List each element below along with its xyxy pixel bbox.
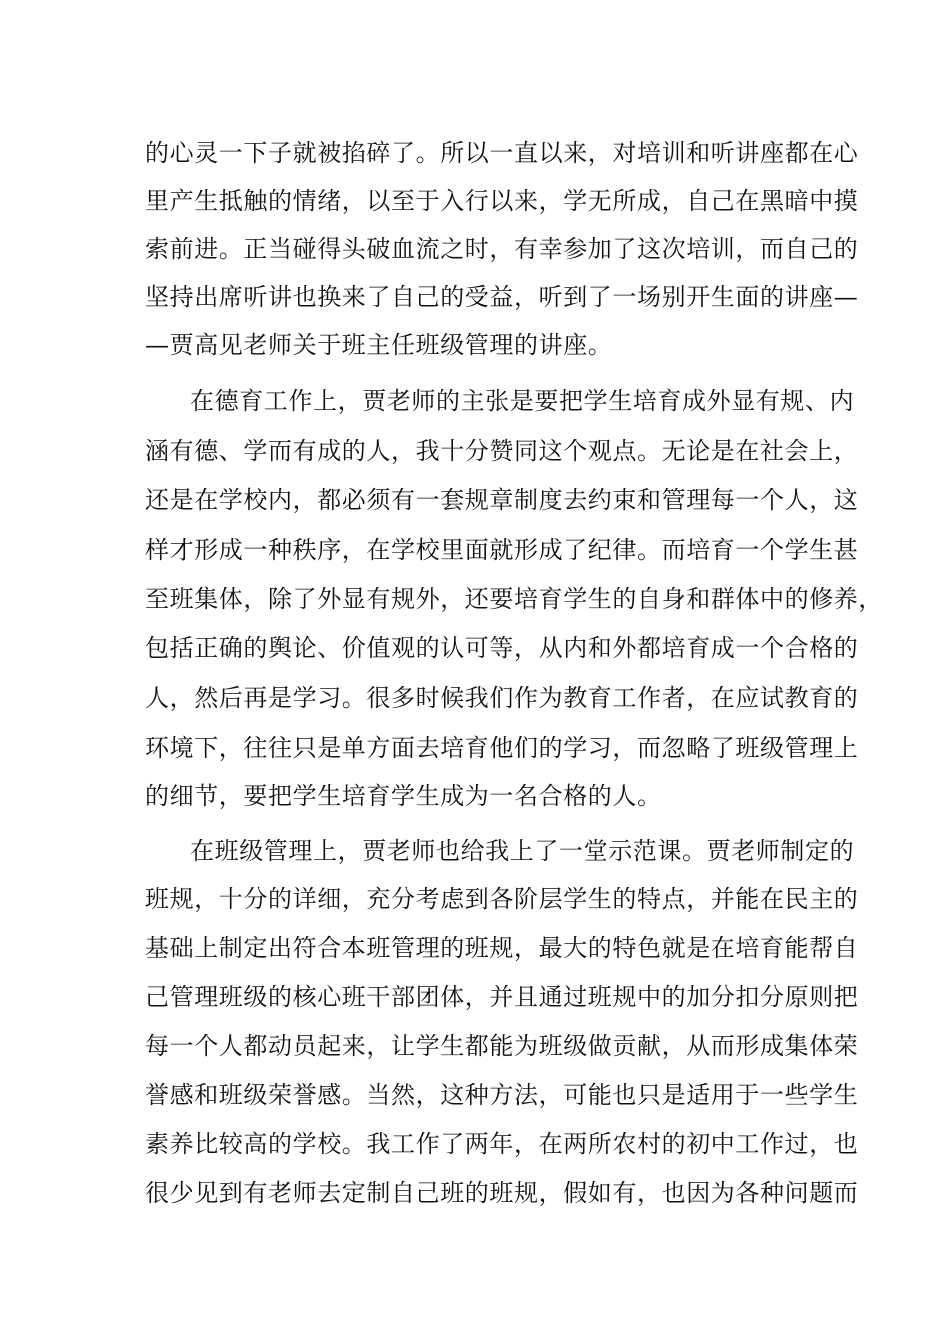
text-line: 每一个人都动员起来，让学生都能为班级做贡献，从而形成集体荣 xyxy=(145,1032,859,1060)
text-line: 里产生抵触的情绪，以至于入行以来，学无所成，自己在黑暗中摸 xyxy=(145,187,859,215)
text-line: 还是在学校内，都必须有一套规章制度去约束和管理每一个人，这 xyxy=(145,486,859,514)
text-line: 基础上制定出符合本班管理的班规，最大的特色就是在培育能帮自 xyxy=(145,934,859,962)
text-line: 的心灵一下子就被掐碎了。所以一直以来，对培训和听讲座都在心 xyxy=(145,139,859,167)
text-line: 人，然后再是学习。很多时候我们作为教育工作者，在应试教育的 xyxy=(145,684,859,712)
text-line: —贾高见老师关于班主任班级管理的讲座。 xyxy=(145,331,613,359)
text-line: 班规，十分的详细，充分考虑到各阶层学生的特点，并能在民主的 xyxy=(145,885,859,913)
text-line: 包括正确的舆论、价值观的认可等，从内和外都培育成一个合格的 xyxy=(145,634,859,662)
paragraph-first-line: 在德育工作上，贾老师的主张是要把学生培育成外显有规、内 xyxy=(190,387,855,415)
paragraph-first-line: 在班级管理上，贾老师也给我上了一堂示范课。贾老师制定的 xyxy=(190,837,855,865)
text-line: 很少见到有老师去定制自己班的班规，假如有，也因为各种问题而 xyxy=(145,1179,859,1207)
text-line: 样才形成一种秩序，在学校里面就形成了纪律。而培育一个学生甚 xyxy=(145,536,859,564)
text-line: 涵有德、学而有成的人，我十分赞同这个观点。无论是在社会上， xyxy=(145,437,859,465)
text-line: 的细节，要把学生培育学生成为一名合格的人。 xyxy=(145,782,662,810)
text-line: 索前进。正当碰得头破血流之时，有幸参加了这次培训，而自己的 xyxy=(145,235,859,263)
text-line: 坚持出席听讲也换来了自己的受益，听到了一场别开生面的讲座— xyxy=(145,283,859,311)
text-line: 环境下，往往只是单方面去培育他们的学习，而忽略了班级管理上 xyxy=(145,734,859,762)
text-line: 素养比较高的学校。我工作了两年，在两所农村的初中工作过，也 xyxy=(145,1130,859,1158)
text-line: 至班集体，除了外显有规外，还要培育学生的自身和群体中的修养， xyxy=(145,585,883,613)
text-line: 誉感和班级荣誉感。当然，这种方法，可能也只是适用于一些学生 xyxy=(145,1081,859,1109)
text-line: 己管理班级的核心班干部团体，并且通过班规中的加分扣分原则把 xyxy=(145,983,859,1011)
